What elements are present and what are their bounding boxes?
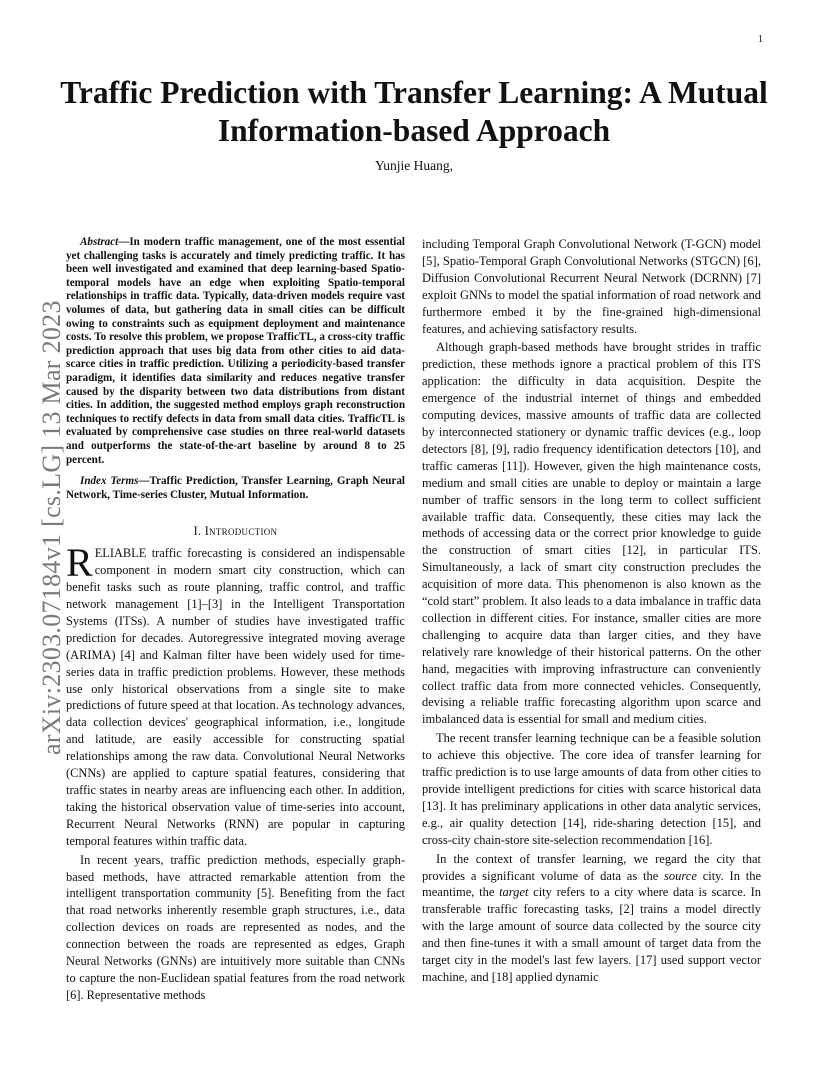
abstract-label: Abstract	[80, 236, 119, 248]
page-number: 1	[758, 34, 763, 45]
index-terms-label: Index Terms	[80, 475, 139, 488]
abstract	[66, 236, 405, 467]
intro-paragraph-1	[66, 540, 405, 849]
index-terms	[66, 475, 405, 502]
intro-paragraph-3: including Temporal Graph Convolutional Network (T-GCN) model [5], Spatio-Temporal Graph Convolutional Networks (STGCN) [6], Diffusion Convolutional Recurrent Neural Network (DCRNN) [7] exploit GNNs to model the spatial information of road network and furthermore embed it by the fine-grained high-dimensional features, and achieving satisfactory results.	[422, 237, 761, 336]
intro-paragraph-2: In recent years, traffic prediction methods, especially graph-based methods, have attracted remarkable attention from the intelligent transportation community [5]. Benefiting from the fact that road networks inherently resemble graph structures, i.e., data collection devices on roads are represented as nodes, and the connection between the roads are represented as edges, Graph Neural Networks (GNNs) are intuitively more suitable than CNNs to capture the non-Euclidean spatial features from the road network [6]. Representative methods	[66, 852, 405, 1002]
p6-part-b: city. In the meantime, the	[422, 868, 761, 900]
p6-target-term: target	[499, 885, 529, 900]
section-heading	[66, 524, 405, 539]
intro-paragraph-4: Although graph-based methods have brought strides in traffic prediction, these methods ignore a practical problem of this ITS application: the difficulty in data acquisition. Despite the emergence of the industrial internet of things and embedded computing devices, massive amounts of traffic data are collected by interconnected stationery or dynamic traffic devices (e.g., loop detectors [8], [9], radio frequency identification detectors [10], and traffic cameras [11]). However, given the high maintenance costs, medium and small cities are unable to deploy or maintain a large number of traffic sensors in the long term to collect sufficient available traffic data. Consequently, these cities may lack the methods of accessing data or the correct prior knowledge to guide the construction of smart cities [12], in particular ITS. Simultaneously, a lack of smart city construction precludes the acquisition of more data. This phenomenon is also known as the “cold start” problem. It also leads to a data imbalance in traffic data collection in different cities. For instance, smaller cities are more challenging to acquire data than larger cities, and they have relatively rare knowledge of their historical patterns. On the other hand, megacities with improving infrastructure can conveniently collect traffic data from more connected vehicles. Consequently, devising a reliable traffic forecasting algorithm upon scarce and imbalanced data is essential for small and medium cities.	[422, 340, 761, 727]
p6-source-term: source	[664, 868, 697, 883]
section-numeral: I.	[193, 524, 202, 539]
p6-part-a: In the context of transfer learning, we regard the city that provides a significant volume of data as the	[422, 851, 761, 883]
intro-paragraph-5: The recent transfer learning technique can be a feasible solution to achieve this objective. The core idea of transfer learning for traffic prediction is to use large amounts of data from other cities to provide intelligent predictions for cities with scarce historical data [13]. It has preliminary applications in other data analytic services, e.g., air quality detection [14], ride-sharing detection [15], and cross-city chain-store site-selection recommendation [16].	[422, 731, 761, 847]
right-column	[422, 236, 761, 986]
p6-part-c: city refers to a city where data is scarce. In transferable traffic forecasting tasks, [2] trains a model directly with the large amount of source data collected by the source city and then fine-tunes it with a small amount of target data from the target city in the model's last few layers. [17] used support vector machine, and [18] applied dynamic	[422, 885, 761, 984]
arxiv-stamp: arXiv:2303.07184v1 [cs.LG] 13 Mar 2023	[37, 300, 66, 755]
paper-title: Traffic Prediction with Transfer Learning: A Mutual Information-based Approach	[60, 75, 768, 148]
section-title: Introduction	[204, 524, 278, 539]
drop-cap: R	[66, 540, 93, 586]
author-line: Yunjie Huang,	[375, 158, 453, 173]
left-column	[66, 236, 405, 1004]
intro-paragraph-6	[422, 851, 761, 986]
abstract-text: —In modern traffic management, one of the most essential yet challenging tasks is accurately and timely predicting traffic. It has been well investigated and examined that deep learning-based Spatio-temporal models have an edge when exploiting Spatio-temporal relationships in traffic data. Typically, data-driven models require vast volumes of data, but gathering data in small cities can be difficult owing to constraints such as equipment deployment and maintenance costs. To resolve this problem, we propose TrafficTL, a cross-city traffic prediction approach that uses big data from other cities to aid data-scarce cities in traffic prediction. Utilizing a periodicity-based transfer paradigm, it identifies data similarity and reduces negative transfer caused by the disparity between two data distributions from distant cities. In addition, the suggested method employs graph reconstruction techniques to rectify defects in data from small data cities. TrafficTL is evaluated by comprehensive case studies on three real-world datasets and outperforms the state-of-the-art baseline by around 8 to 25 percent.	[66, 236, 405, 466]
index-terms-text: —Traffic Prediction, Transfer Learning, Graph Neural Network, Time-series Cluster, Mutual Information.	[66, 475, 405, 501]
intro-paragraph-1-text: ELIABLE traffic forecasting is considered an indispensable component in modern smart city construction, which can benefit tasks such as route planning, traffic control, and traffic network management [1]–[3] in the Intelligent Transportation Systems (ITSs). A number of studies have investigated traffic prediction for decades. Autoregressive integrated moving average (ARIMA) [4] and Kalman filter have been widely used for time-series data in traffic prediction problems. However, these methods use only historical observations from a single site to make predictions of future speed at that location. As technology advances, data collection devices' geographical information, i.e., longitude and latitude, are easily accessible for constructing spatial relationships among the raw data. Convolutional Neural Networks (CNNs) are applied to capture spatial features, considering that traffic states in nearby areas are influencing each other. In addition, taking the historical observation value of time-series into account, Recurrent Neural Networks (RNN) are popular in capturing temporal features within traffic data.	[66, 546, 405, 848]
